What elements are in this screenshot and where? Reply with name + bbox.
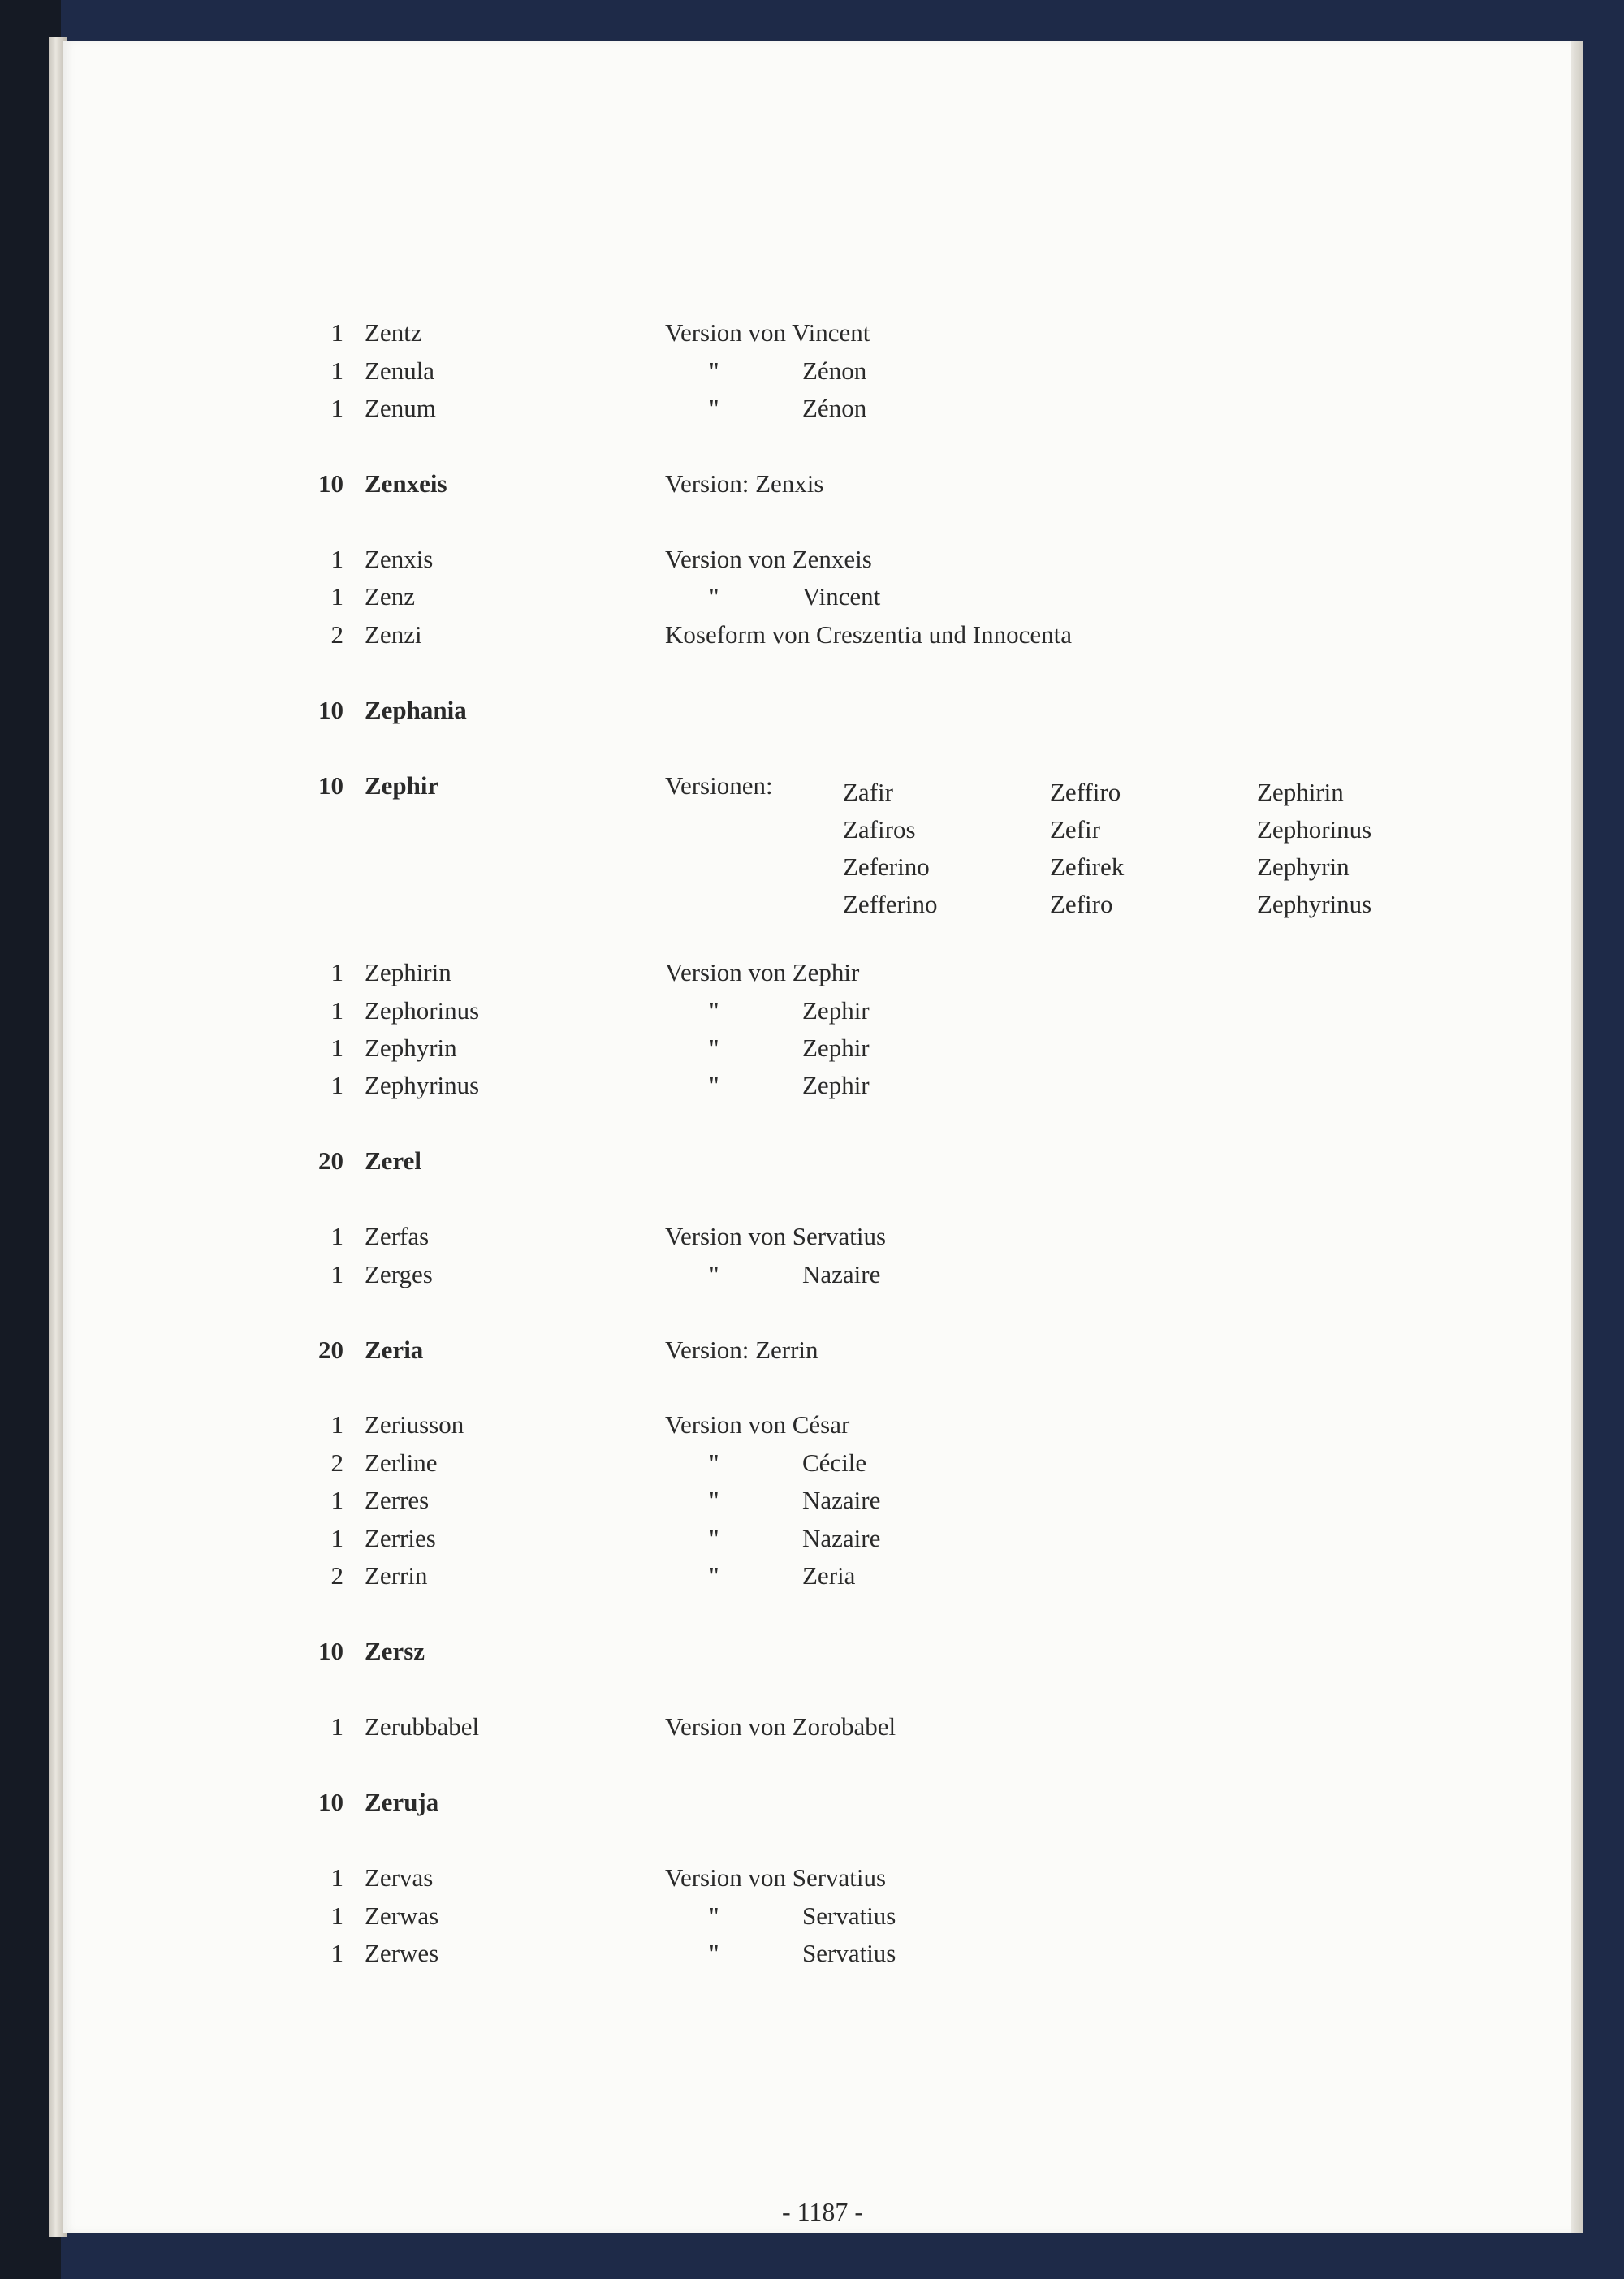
entry-row bbox=[63, 545, 1582, 581]
page-number: - 1187 - bbox=[781, 2197, 864, 2226]
ditto-mark: " bbox=[709, 356, 719, 385]
ditto-mark: " bbox=[709, 1561, 719, 1590]
entry-row bbox=[63, 620, 1582, 656]
ditto-mark: " bbox=[709, 1260, 719, 1288]
entry-description: Version: Zenxis bbox=[665, 469, 824, 498]
entry-name: Zersz bbox=[365, 1637, 425, 1665]
entry-count: 1 bbox=[330, 356, 343, 385]
entry-description: Version von Servatius bbox=[665, 1863, 887, 1892]
entry-name: Zerrin bbox=[365, 1561, 428, 1590]
name-entry-list bbox=[63, 41, 1582, 2233]
entry-count: 1 bbox=[330, 1410, 343, 1439]
variant-name: Zefferino bbox=[843, 890, 938, 918]
entry-row bbox=[63, 996, 1582, 1032]
entry-row bbox=[63, 1222, 1582, 1258]
ditto-mark: " bbox=[709, 1448, 719, 1477]
entry-name: Zerres bbox=[365, 1486, 430, 1514]
entry-reference: Zénon bbox=[802, 394, 867, 422]
entry-name: Zenxeis bbox=[365, 469, 447, 498]
ditto-mark: " bbox=[709, 394, 719, 422]
entry-name: Zephyrin bbox=[365, 1034, 457, 1062]
variant-name: Zefirek bbox=[1050, 852, 1125, 881]
entry-row bbox=[63, 394, 1582, 429]
entry-name: Zerline bbox=[365, 1448, 438, 1477]
entry-name: Zenula bbox=[365, 356, 435, 385]
entry-name: Zenzi bbox=[365, 620, 422, 649]
entry-row bbox=[63, 1448, 1582, 1484]
entry-name: Zerfas bbox=[365, 1222, 430, 1250]
variant-name: Zephorinus bbox=[1257, 815, 1372, 844]
entry-reference: Vincent bbox=[802, 582, 881, 611]
entry-reference: Cécile bbox=[802, 1448, 867, 1477]
variant-name: Zafiros bbox=[843, 815, 916, 844]
entry-count: 1 bbox=[330, 582, 343, 611]
ditto-mark: " bbox=[709, 1034, 719, 1062]
entry-count: 10 bbox=[318, 469, 343, 498]
entry-row bbox=[63, 1788, 1582, 1824]
entry-name: Zeruja bbox=[365, 1788, 439, 1816]
entry-row bbox=[63, 1901, 1582, 1937]
page-right-edge bbox=[1571, 41, 1583, 2233]
entry-count: 20 bbox=[318, 1336, 343, 1364]
entry-description: Version von Zephir bbox=[665, 958, 860, 986]
entry-row bbox=[63, 1486, 1582, 1521]
entry-description: Versionen: bbox=[665, 771, 773, 800]
entry-name: Zephania bbox=[365, 696, 467, 724]
entry-name: Zerubbabel bbox=[365, 1712, 480, 1741]
entry-count: 1 bbox=[330, 545, 343, 573]
entry-row bbox=[63, 1524, 1582, 1560]
variant-name: Zephyrin bbox=[1257, 852, 1350, 881]
entry-name: Zephir bbox=[365, 771, 439, 800]
ditto-mark: " bbox=[709, 1524, 719, 1552]
entry-row bbox=[63, 1637, 1582, 1673]
entry-count: 10 bbox=[318, 771, 343, 800]
variant-row bbox=[63, 815, 1582, 851]
entry-description: Koseform von Creszentia und Innocenta bbox=[665, 620, 1073, 649]
entry-description: Version: Zerrin bbox=[665, 1336, 818, 1364]
variant-row bbox=[63, 852, 1582, 888]
entry-description: Version von Vincent bbox=[665, 318, 870, 347]
entry-reference: Nazaire bbox=[802, 1260, 881, 1288]
entry-row bbox=[63, 1336, 1582, 1371]
entry-count: 1 bbox=[330, 1901, 343, 1930]
entry-reference: Servatius bbox=[802, 1939, 896, 1967]
entry-count: 1 bbox=[330, 1034, 343, 1062]
variant-row bbox=[63, 890, 1582, 926]
entry-row bbox=[63, 318, 1582, 354]
entry-name: Zervas bbox=[365, 1863, 434, 1892]
entry-row bbox=[63, 1071, 1582, 1107]
variant-name: Zephirin bbox=[1257, 778, 1344, 806]
entry-description: Version von Zorobabel bbox=[665, 1712, 896, 1741]
entry-count: 10 bbox=[318, 1788, 343, 1816]
entry-name: Zephyrinus bbox=[365, 1071, 480, 1099]
entry-count: 1 bbox=[330, 958, 343, 986]
entry-row bbox=[63, 1561, 1582, 1597]
entry-row bbox=[63, 1410, 1582, 1446]
entry-count: 1 bbox=[330, 1071, 343, 1099]
entry-name: Zerel bbox=[365, 1146, 422, 1175]
entry-row bbox=[63, 1146, 1582, 1182]
variant-name: Zefir bbox=[1050, 815, 1100, 844]
entry-count: 2 bbox=[330, 1561, 343, 1590]
entry-reference: Zénon bbox=[802, 356, 867, 385]
entry-name: Zentz bbox=[365, 318, 422, 347]
entry-row bbox=[63, 582, 1582, 618]
entry-reference: Nazaire bbox=[802, 1524, 881, 1552]
entry-name: Zephorinus bbox=[365, 996, 480, 1025]
entry-count: 1 bbox=[330, 318, 343, 347]
variant-name: Zefiro bbox=[1050, 890, 1113, 918]
entry-row bbox=[63, 469, 1582, 505]
ditto-mark: " bbox=[709, 1939, 719, 1967]
entry-name: Zerwas bbox=[365, 1901, 439, 1930]
entry-row bbox=[63, 958, 1582, 994]
ditto-mark: " bbox=[709, 996, 719, 1025]
entry-row bbox=[63, 1939, 1582, 1975]
entry-count: 1 bbox=[330, 1222, 343, 1250]
entry-row bbox=[63, 696, 1582, 732]
entry-count: 1 bbox=[330, 1712, 343, 1741]
entry-description: Version von César bbox=[665, 1410, 850, 1439]
entry-reference: Zeria bbox=[802, 1561, 856, 1590]
entry-count: 1 bbox=[330, 1939, 343, 1967]
entry-count: 1 bbox=[330, 996, 343, 1025]
entry-reference: Zephir bbox=[802, 1034, 870, 1062]
entry-name: Zerwes bbox=[365, 1939, 439, 1967]
entry-row bbox=[63, 1034, 1582, 1069]
entry-row bbox=[63, 1712, 1582, 1748]
entry-description: Version von Servatius bbox=[665, 1222, 887, 1250]
entry-count: 10 bbox=[318, 1637, 343, 1665]
book-page bbox=[63, 41, 1582, 2233]
variant-name: Zephyrinus bbox=[1257, 890, 1372, 918]
variant-name: Zeferino bbox=[843, 852, 930, 881]
entry-count: 1 bbox=[330, 1260, 343, 1288]
variant-row bbox=[63, 778, 1582, 814]
entry-reference: Nazaire bbox=[802, 1486, 881, 1514]
entry-reference: Servatius bbox=[802, 1901, 896, 1930]
ditto-mark: " bbox=[709, 1071, 719, 1099]
entry-name: Zenz bbox=[365, 582, 415, 611]
variant-name: Zeffiro bbox=[1050, 778, 1121, 806]
entry-row bbox=[63, 356, 1582, 392]
entry-count: 1 bbox=[330, 1486, 343, 1514]
entry-name: Zenxis bbox=[365, 545, 434, 573]
entry-name: Zenum bbox=[365, 394, 436, 422]
entry-count: 1 bbox=[330, 1524, 343, 1552]
variant-name: Zafir bbox=[843, 778, 893, 806]
entry-name: Zeriusson bbox=[365, 1410, 464, 1439]
entry-row bbox=[63, 1863, 1582, 1899]
entry-row bbox=[63, 1260, 1582, 1296]
ditto-mark: " bbox=[709, 582, 719, 611]
entry-name: Zerries bbox=[365, 1524, 436, 1552]
entry-count: 1 bbox=[330, 394, 343, 422]
entry-name: Zephirin bbox=[365, 958, 451, 986]
entry-count: 20 bbox=[318, 1146, 343, 1175]
entry-name: Zerges bbox=[365, 1260, 433, 1288]
entry-reference: Zephir bbox=[802, 996, 870, 1025]
entry-count: 2 bbox=[330, 1448, 343, 1477]
entry-count: 2 bbox=[330, 620, 343, 649]
entry-description: Version von Zenxeis bbox=[665, 545, 872, 573]
ditto-mark: " bbox=[709, 1486, 719, 1514]
entry-count: 1 bbox=[330, 1863, 343, 1892]
entry-name: Zeria bbox=[365, 1336, 424, 1364]
entry-reference: Zephir bbox=[802, 1071, 870, 1099]
ditto-mark: " bbox=[709, 1901, 719, 1930]
entry-count: 10 bbox=[318, 696, 343, 724]
